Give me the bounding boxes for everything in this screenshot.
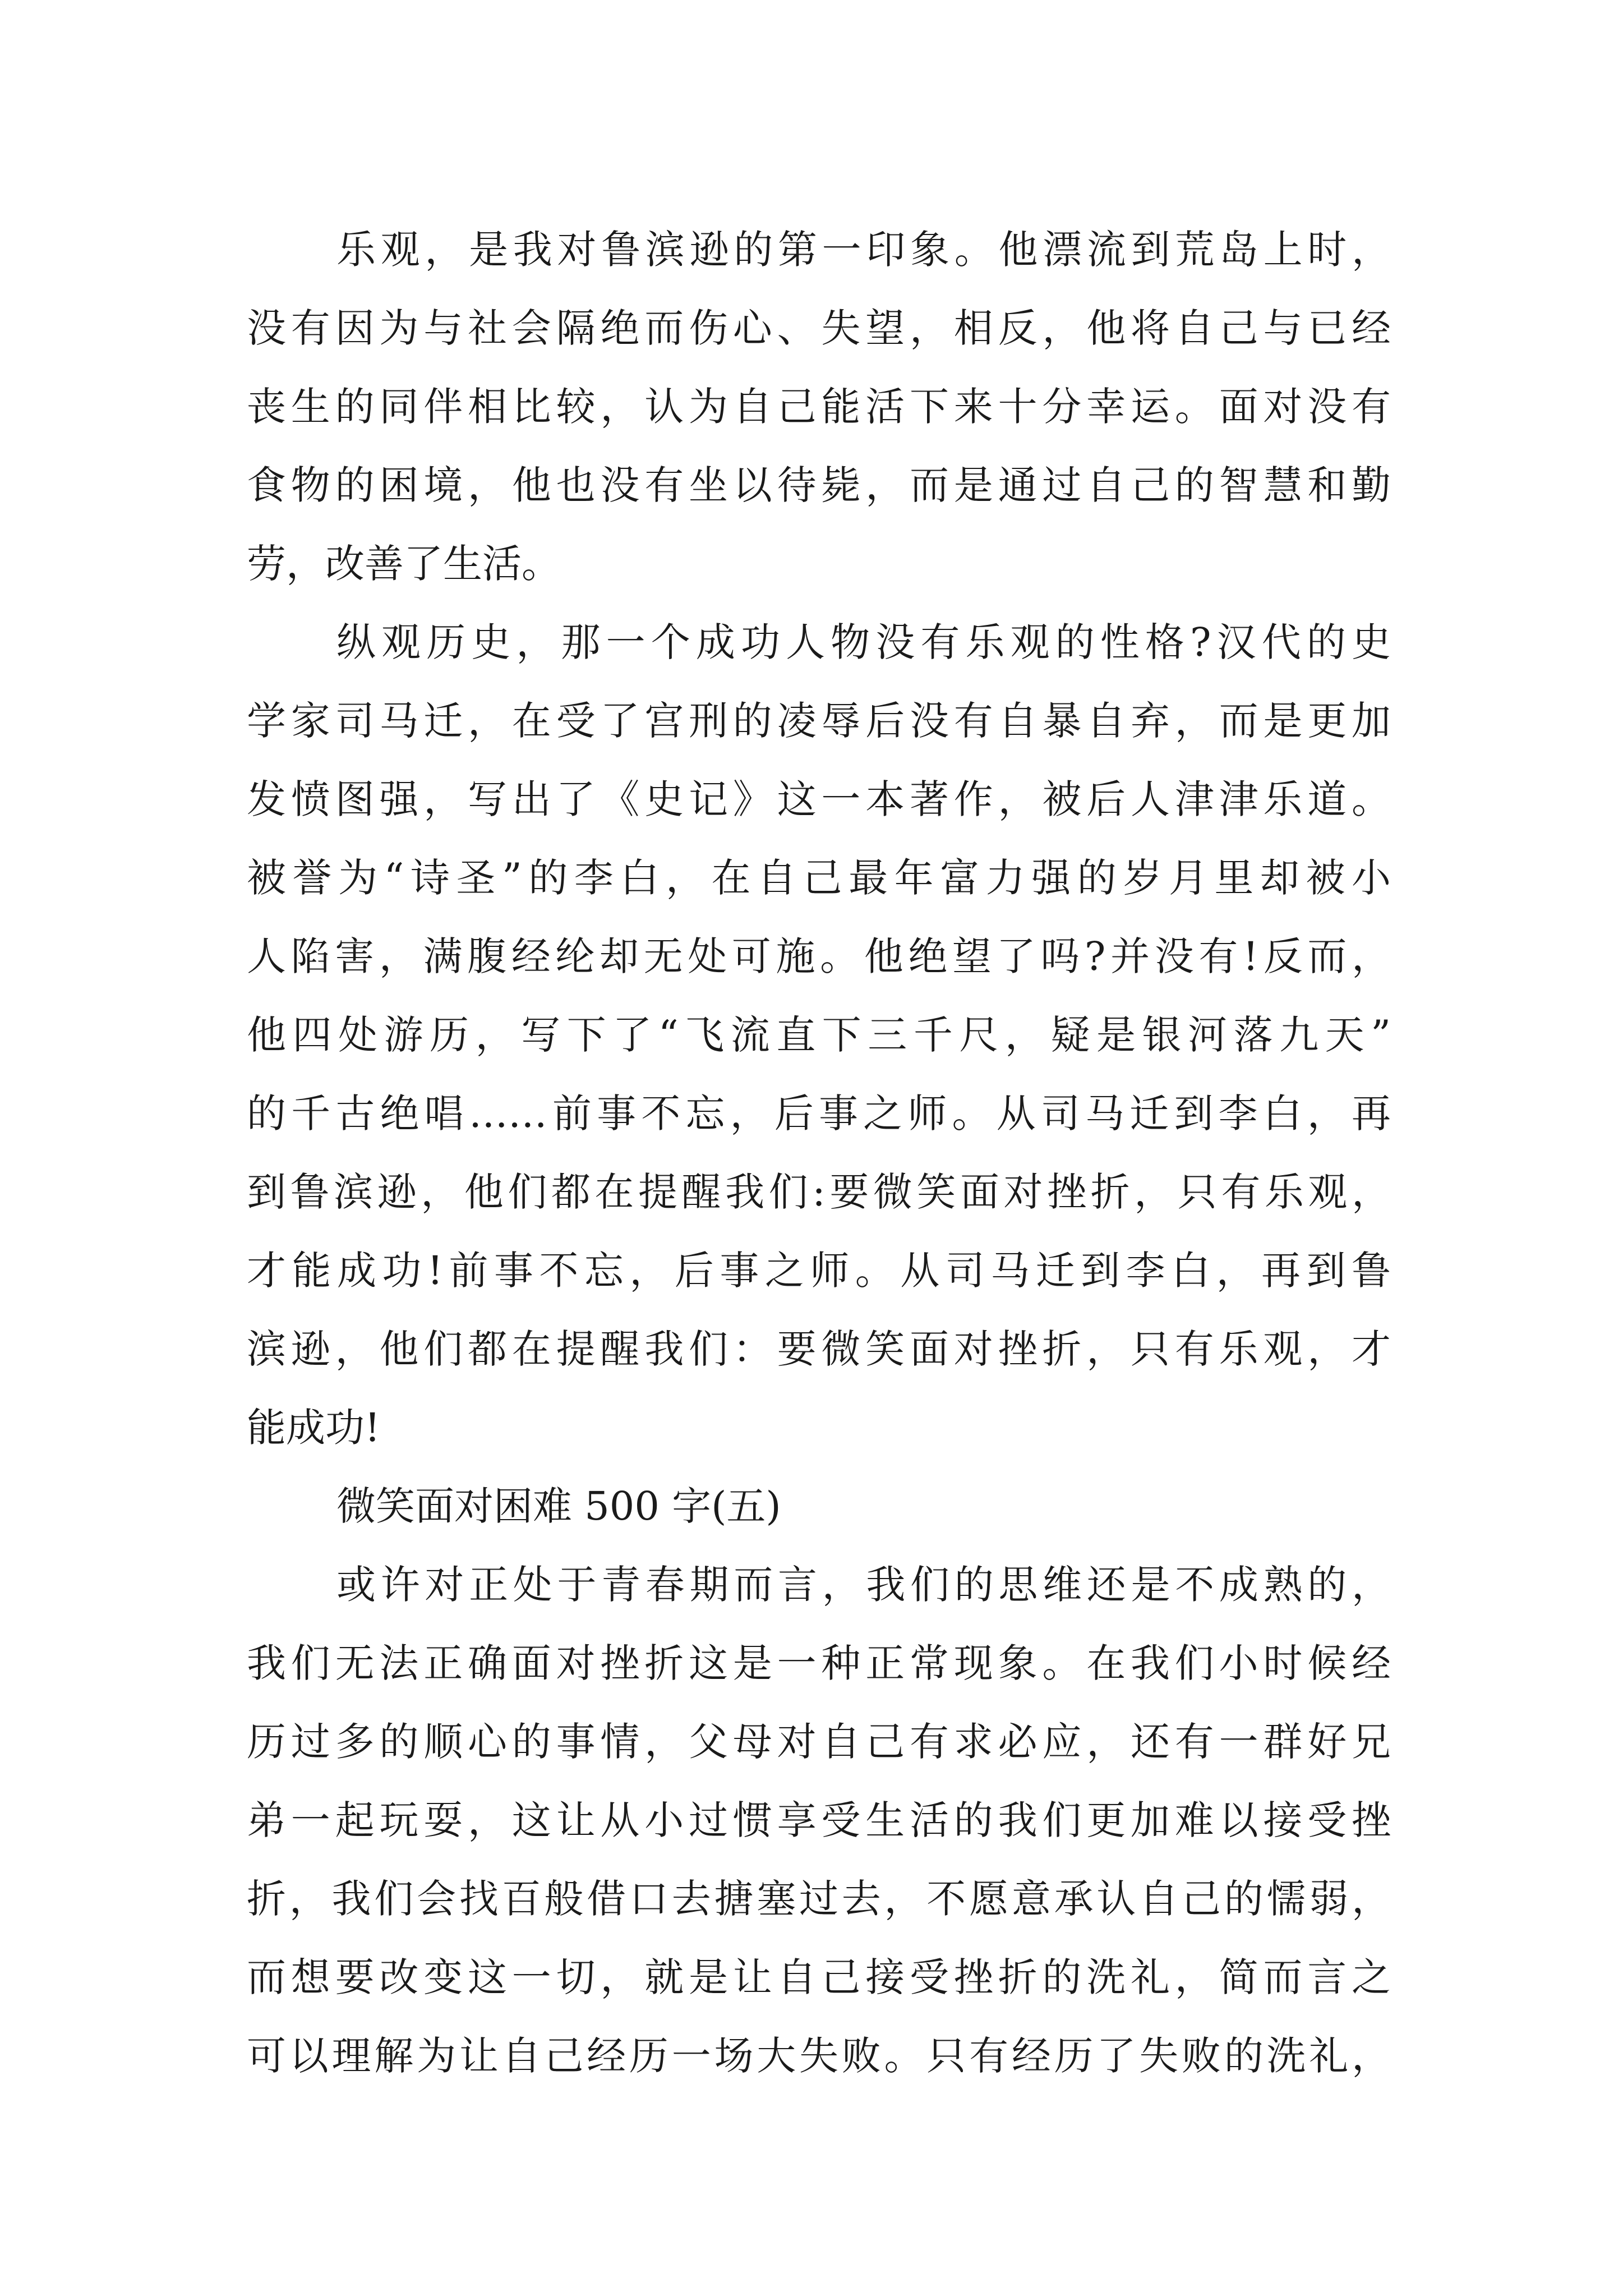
paragraph-line: 弟一起玩耍，这让从小过惯享受生活的我们更加难以接受挫 <box>247 1797 1391 1843</box>
paragraph-line: 的千古绝唱……前事不忘，后事之师。从司马迁到李白，再 <box>247 1091 1391 1137</box>
paragraph-line: 可以理解为让自己经历一场大失败。只有经历了失败的洗礼， <box>247 2033 1391 2079</box>
paragraph-line: 而想要改变这一切，就是让自己接受挫折的洗礼，简而言之 <box>247 1954 1391 2000</box>
paragraph-line: 学家司马迁，在受了宫刑的凌辱后没有自暴自弃，而是更加 <box>247 698 1391 744</box>
paragraph-line: 丧生的同伴相比较，认为自己能活下来十分幸运。面对没有 <box>247 384 1391 430</box>
paragraph-line: 食物的困境，他也没有坐以待毙，而是通过自己的智慧和勤 <box>247 462 1391 508</box>
paragraph-line: 能成功! <box>247 1405 381 1451</box>
paragraph-line: 历过多的顺心的事情，父母对自己有求必应，还有一群好兄 <box>247 1719 1391 1765</box>
paragraph-line: 被誉为“诗圣”的李白，在自己最年富力强的岁月里却被小 <box>247 855 1391 901</box>
paragraph-line: 我们无法正确面对挫折这是一种正常现象。在我们小时候经 <box>247 1640 1391 1686</box>
paragraph-line: 纵观历史，那一个成功人物没有乐观的性格?汉代的史 <box>336 619 1391 665</box>
paragraph-line: 他四处游历，写下了“飞流直下三千尺，疑是银河落九天” <box>247 1012 1391 1058</box>
paragraph-line: 滨逊，他们都在提醒我们：要微笑面对挫折，只有乐观，才 <box>247 1326 1391 1372</box>
paragraph-line: 发愤图强，写出了《史记》这一本著作，被后人津津乐道。 <box>247 776 1391 822</box>
paragraph-line: 到鲁滨逊，他们都在提醒我们:要微笑面对挫折，只有乐观， <box>247 1169 1391 1215</box>
paragraph-line: 或许对正处于青春期而言，我们的思维还是不成熟的， <box>336 1562 1391 1608</box>
section-heading: 微笑面对困难 500 字(五) <box>336 1483 781 1529</box>
paragraph-line: 人陷害，满腹经纶却无处可施。他绝望了吗?并没有!反而， <box>247 933 1391 979</box>
paragraph-line: 折，我们会找百般借口去搪塞过去，不愿意承认自己的懦弱， <box>247 1876 1391 1922</box>
paragraph-line: 乐观，是我对鲁滨逊的第一印象。他漂流到荒岛上时， <box>336 227 1391 273</box>
paragraph-line: 才能成功!前事不忘，后事之师。从司马迁到李白，再到鲁 <box>247 1248 1391 1294</box>
paragraph-line: 劳，改善了生活。 <box>247 541 561 587</box>
paragraph-line: 没有因为与社会隔绝而伤心、失望，相反，他将自己与已经 <box>247 305 1391 351</box>
